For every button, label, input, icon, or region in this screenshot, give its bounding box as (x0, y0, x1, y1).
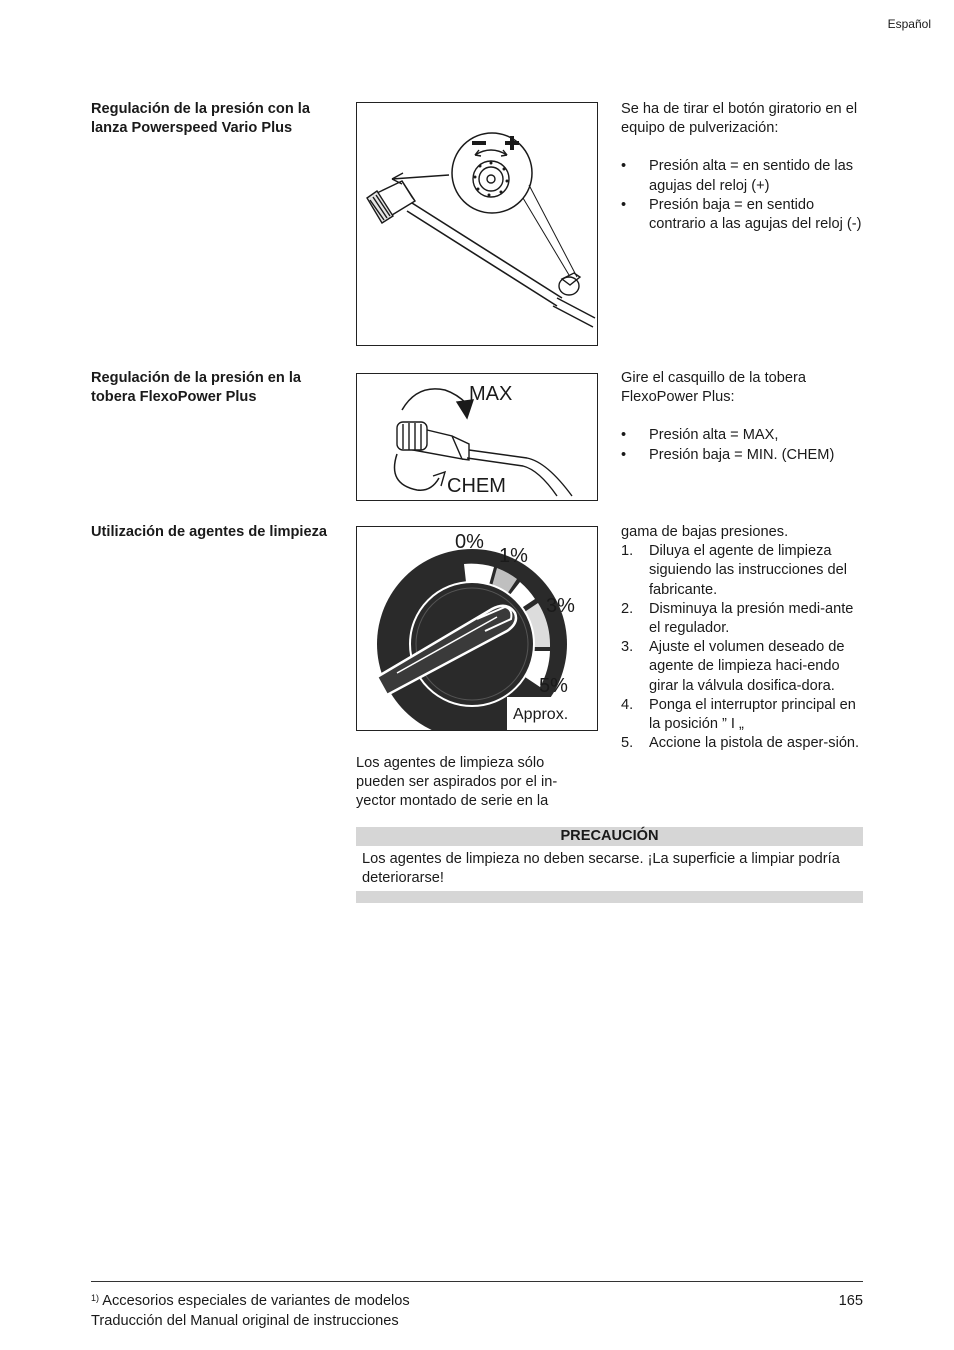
cleaning-agents-left-text: Los agentes de limpieza sólo pueden ser aspirados por el in-yector montado de serie en la (356, 755, 558, 810)
flexopower-instructions (621, 369, 866, 465)
step-2: 2. Disminuya la presión medi-ante el regulador. (621, 600, 854, 637)
step-5: 5. Accione la pistola de asper-sión. (621, 735, 860, 752)
translation-note: Traducción del Manual original de instrucciones (91, 1313, 399, 1329)
bullet-high-pressure: • Presión alta = en sentido de las agujas del reloj (+) (621, 157, 866, 195)
caution-title: PRECAUCIÓN (356, 827, 863, 846)
flexopower-intro: Gire el casquillo de la tobera FlexoPower Plus: (621, 370, 806, 406)
caution-text: Los agentes de limpieza no deben secarse. ¡La superficie a limpiar podría deteriorarse! (362, 851, 840, 887)
powerspeed-intro: Se ha de tirar el botón giratorio en el equipo de pulverización: (621, 101, 858, 137)
bullet-low-pressure: • Presión baja = en sentido contrario a las agujas del reloj (-) (621, 196, 866, 234)
caution-footer-bar (356, 891, 863, 903)
section-heading-powerspeed: Regulación de la presión con la lanza Powerspeed Vario Plus (91, 101, 310, 137)
step-3: 3. Ajuste el volumen deseado de agente de limpieza haci-endo girar la válvula dosifica-dora. (621, 639, 845, 694)
dosing-dial-illustration (357, 527, 597, 730)
footer-divider (91, 1281, 863, 1282)
step-4: 4. Ponga el interruptor principal en la posición ” I „ (621, 696, 856, 733)
label-chem: CHEM (447, 475, 506, 497)
footnote-mark: 1) (91, 1293, 100, 1303)
footnote (91, 1292, 410, 1311)
label-0-percent: 0% (455, 531, 484, 553)
cleaning-agents-continuation: gama de bajas presiones. (621, 524, 789, 540)
label-approx: Approx. (513, 706, 569, 723)
label-3-percent: 3% (546, 595, 575, 617)
step-1: 1. Diluya el agente de limpieza siguiendo las instrucciones del fabricante. (621, 543, 847, 598)
page-number: 165 (838, 1293, 863, 1309)
section-heading-cleaning-agents: Utilización de agentes de limpieza (91, 524, 327, 540)
figure-dosing-valve (356, 526, 598, 731)
cleaning-agents-steps (621, 523, 866, 753)
bullet-max: • Presión alta = MAX, (621, 426, 866, 445)
label-1-percent: 1% (499, 545, 528, 567)
label-5-percent: 5% (539, 675, 568, 697)
bullet-min-chem: • Presión baja = MIN. (CHEM) (621, 446, 866, 465)
language-label: Español (887, 17, 931, 31)
section-heading-flexopower: Regulación de la presión en la tobera FlexoPower Plus (91, 370, 302, 406)
figure-powerspeed-lance (356, 102, 598, 346)
powerspeed-instructions (621, 100, 866, 234)
lance-illustration (357, 103, 597, 345)
footnote-text: Accesorios especiales de variantes de modelos (102, 1293, 410, 1309)
label-max: MAX (469, 383, 513, 405)
figure-flexopower-nozzle (356, 373, 598, 501)
nozzle-illustration (357, 374, 597, 500)
